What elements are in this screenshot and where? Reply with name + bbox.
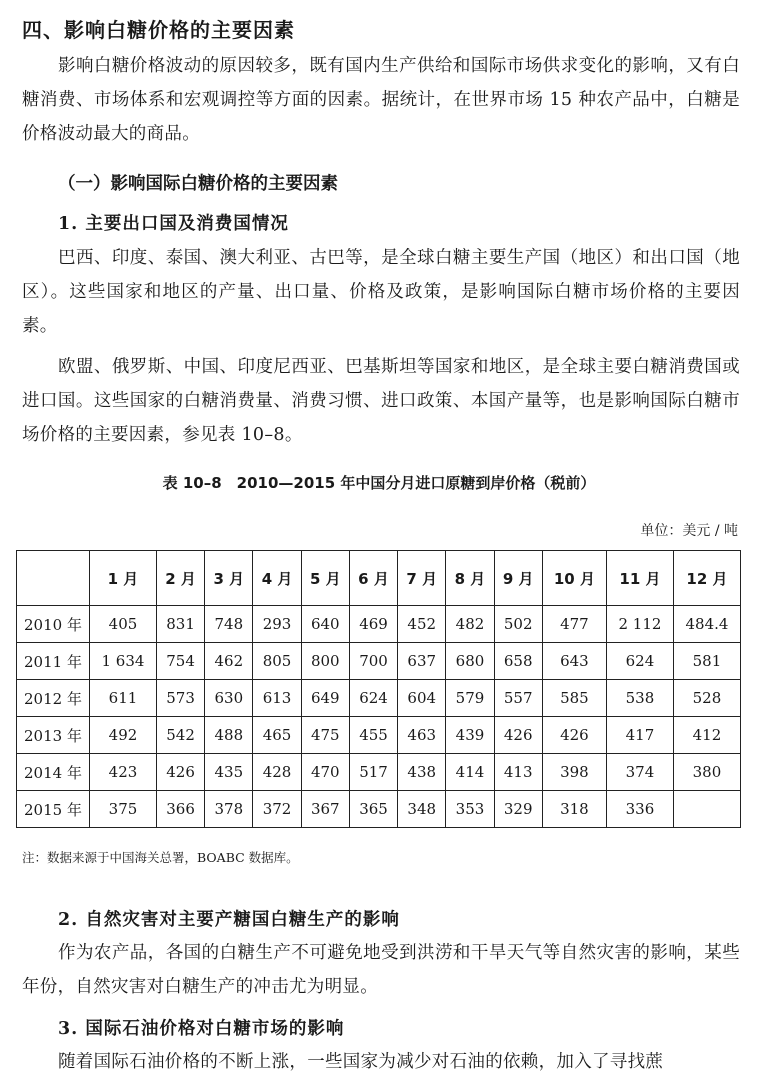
price-cell: 557 — [494, 680, 542, 717]
table-row — [17, 680, 741, 717]
price-cell: 492 — [90, 717, 157, 754]
price-cell: 2 112 — [606, 606, 673, 643]
price-cell: 517 — [349, 754, 397, 791]
price-cell: 462 — [205, 643, 253, 680]
price-cell: 378 — [205, 791, 253, 828]
item1-paragraph-2: 欧盟、俄罗斯、中国、印度尼西亚、巴基斯坦等国家和地区，是全球主要白糖消费国或进口国。这些国家的白糖消费量、消费习惯、进口政策、本国产量等，也是影响国际白糖市场价格的主要因素，参见表 10–8。 — [22, 357, 740, 445]
price-cell: 1 634 — [90, 643, 157, 680]
item2-title: 2. 自然灾害对主要产糖国白糖生产的影响 — [58, 910, 400, 930]
table-unit: 单位：美元 / 吨 — [640, 523, 738, 539]
price-cell: 528 — [673, 680, 740, 717]
price-cell: 367 — [301, 791, 349, 828]
price-cell: 643 — [542, 643, 606, 680]
month-header: 10 月 — [542, 551, 606, 606]
price-cell: 439 — [446, 717, 494, 754]
year-cell: 2015 年 — [17, 791, 90, 828]
price-cell: 329 — [494, 791, 542, 828]
price-table — [16, 550, 741, 828]
month-header: 3 月 — [205, 551, 253, 606]
price-cell: 455 — [349, 717, 397, 754]
month-header: 8 月 — [446, 551, 494, 606]
price-cell: 573 — [156, 680, 204, 717]
price-cell: 372 — [253, 791, 301, 828]
price-cell: 414 — [446, 754, 494, 791]
price-cell: 365 — [349, 791, 397, 828]
item3-paragraph-1: 随着国际石油价格的不断上涨，一些国家为减少对石油的依赖，加入了寻找蔗 — [58, 1052, 664, 1072]
price-cell: 581 — [673, 643, 740, 680]
item3-title: 3. 国际石油价格对白糖市场的影响 — [58, 1019, 345, 1039]
month-header: 2 月 — [156, 551, 204, 606]
month-header: 7 月 — [398, 551, 446, 606]
price-cell: 353 — [446, 791, 494, 828]
year-cell: 2013 年 — [17, 717, 90, 754]
price-cell: 380 — [673, 754, 740, 791]
year-cell: 2012 年 — [17, 680, 90, 717]
table-caption: 表 10–8 2010—2015 年中国分月进口原糖到岸价格（税前） — [162, 474, 596, 492]
subsection-title: （一）影响国际白糖价格的主要因素 — [58, 174, 338, 194]
intro-paragraph: 影响白糖价格波动的原因较多，既有国内生产供给和国际市场供求变化的影响，又有白糖消费、市场体系和宏观调控等方面的因素。据统计，在世界市场 15 种农产品中，白糖是价格波动最大的商品。 — [22, 56, 740, 144]
price-cell: 637 — [398, 643, 446, 680]
item1-paragraph-1: 巴西、印度、泰国、澳大利亚、古巴等，是全球白糖主要生产国（地区）和出口国（地区）。这些国家和地区的产量、出口量、价格及政策，是影响国际白糖市场价格的主要因素。 — [22, 248, 740, 336]
price-cell: 585 — [542, 680, 606, 717]
price-cell: 805 — [253, 643, 301, 680]
price-cell: 435 — [205, 754, 253, 791]
price-cell: 538 — [606, 680, 673, 717]
price-cell: 452 — [398, 606, 446, 643]
price-cell: 366 — [156, 791, 204, 828]
table-corner-cell — [17, 551, 90, 606]
table-row — [17, 643, 741, 680]
year-cell: 2014 年 — [17, 754, 90, 791]
month-header: 9 月 — [494, 551, 542, 606]
price-cell: 488 — [205, 717, 253, 754]
section-title: 四、影响白糖价格的主要因素 — [22, 18, 295, 42]
price-cell: 484.4 — [673, 606, 740, 643]
price-cell: 831 — [156, 606, 204, 643]
price-cell: 463 — [398, 717, 446, 754]
price-cell: 405 — [90, 606, 157, 643]
month-header: 11 月 — [606, 551, 673, 606]
price-cell: 428 — [253, 754, 301, 791]
price-cell: 465 — [253, 717, 301, 754]
price-cell: 318 — [542, 791, 606, 828]
month-header: 4 月 — [253, 551, 301, 606]
price-cell: 438 — [398, 754, 446, 791]
price-cell: 412 — [673, 717, 740, 754]
table-note: 注：数据来源于中国海关总署，BOABC 数据库。 — [22, 850, 299, 865]
price-cell: 748 — [205, 606, 253, 643]
price-cell: 469 — [349, 606, 397, 643]
price-cell: 680 — [446, 643, 494, 680]
price-cell: 417 — [606, 717, 673, 754]
price-cell — [673, 791, 740, 828]
price-cell: 640 — [301, 606, 349, 643]
month-header: 12 月 — [673, 551, 740, 606]
price-cell: 700 — [349, 643, 397, 680]
price-cell: 374 — [606, 754, 673, 791]
month-header: 6 月 — [349, 551, 397, 606]
price-cell: 630 — [205, 680, 253, 717]
price-cell: 624 — [349, 680, 397, 717]
table-header-row — [17, 551, 741, 606]
price-cell: 426 — [156, 754, 204, 791]
price-cell: 375 — [90, 791, 157, 828]
price-cell: 611 — [90, 680, 157, 717]
price-cell: 477 — [542, 606, 606, 643]
price-cell: 579 — [446, 680, 494, 717]
year-cell: 2010 年 — [17, 606, 90, 643]
item2-paragraph-1: 作为农产品，各国的白糖生产不可避免地受到洪涝和干旱天气等自然灾害的影响，某些年份，自然灾害对白糖生产的冲击尤为明显。 — [22, 943, 740, 997]
price-cell: 604 — [398, 680, 446, 717]
price-cell: 348 — [398, 791, 446, 828]
month-header: 1 月 — [90, 551, 157, 606]
price-cell: 426 — [494, 717, 542, 754]
price-cell: 426 — [542, 717, 606, 754]
price-cell: 754 — [156, 643, 204, 680]
price-cell: 624 — [606, 643, 673, 680]
price-cell: 293 — [253, 606, 301, 643]
price-cell: 475 — [301, 717, 349, 754]
table-row — [17, 717, 741, 754]
month-header: 5 月 — [301, 551, 349, 606]
price-cell: 649 — [301, 680, 349, 717]
item1-title: 1. 主要出口国及消费国情况 — [58, 214, 289, 234]
table-row — [17, 754, 741, 791]
price-cell: 413 — [494, 754, 542, 791]
year-cell: 2011 年 — [17, 643, 90, 680]
price-cell: 613 — [253, 680, 301, 717]
price-cell: 470 — [301, 754, 349, 791]
price-cell: 398 — [542, 754, 606, 791]
price-cell: 800 — [301, 643, 349, 680]
price-cell: 482 — [446, 606, 494, 643]
price-cell: 542 — [156, 717, 204, 754]
table-row — [17, 791, 741, 828]
table-row — [17, 606, 741, 643]
price-cell: 658 — [494, 643, 542, 680]
price-cell: 336 — [606, 791, 673, 828]
price-cell: 423 — [90, 754, 157, 791]
table-body — [17, 606, 741, 828]
price-cell: 502 — [494, 606, 542, 643]
